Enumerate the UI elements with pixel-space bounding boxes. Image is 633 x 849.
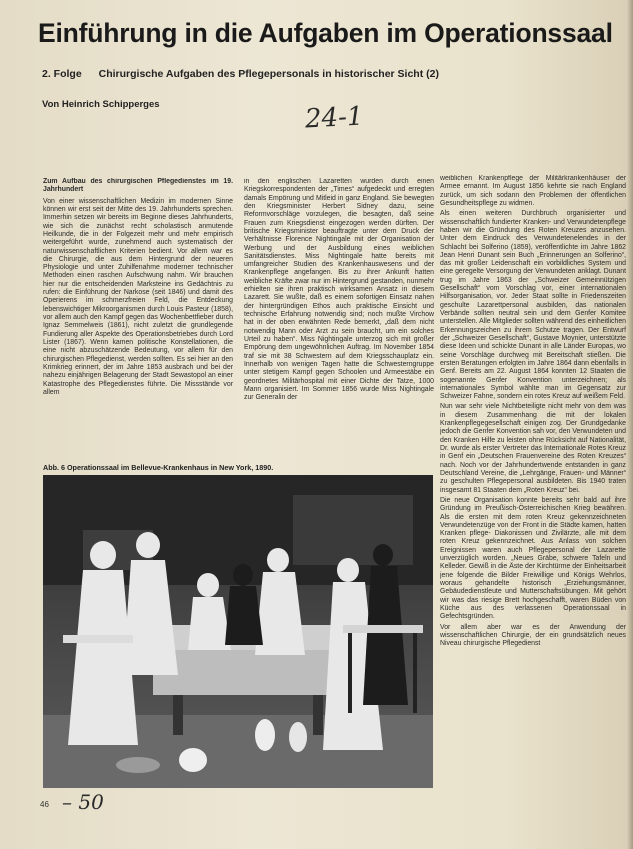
text-column-2 [244, 178, 434, 456]
topic-label: Chirurgische Aufgaben des Pflegepersonals in historischer Sicht (2) [98, 68, 439, 80]
figure-caption: Abb. 6 Operationssaal im Bellevue-Krankenhaus in New York, 1890. [43, 463, 274, 472]
handwritten-note: 24-1 [304, 101, 365, 135]
article-title: Einführung in die Aufgaben im Operationssaal [38, 18, 613, 48]
paragraph: Als einen weiteren Durchbruch organisierter und wissenschaftlich fundierter Kranken- und Verwundetenpflege haben wir die Gründung des Roten Kreuzes anzusehen. Unter dem Eindruck des Verwundetenelendes in der Schlacht bei Solferino (1859), veröffentlichte im Jahre 1862 Jean Henri Dunant sein Buch „Erinnerungen an Solferino“, das mit großer Leidenschaft ein vorbildliches System und eine geregelte Versorgung der Verwundeten anklagt. Dunant trug im Jahre 1863 der „Schweizer Gemeinnützigen Gesellschaft“ vom Vorschlag vor, einer internationalen Hilfsorganisation, vor. Jeder Staat sollte in Friedenszeiten geschulte Lazarettpersonal ausbilden, das nationalen Verbände sollten neutral sein und dem Genfer Komitee unterstellen. Alle Mitglieder sollten während des einheitlichen Erkennungszeichen zu ihrem Schutze tragen. Der Entwurf der „Schweizer Gesellschaft“, Gustave Moynier, unterstützte diese Ideen und schickte Dunant in alle Länder Europas, wo seine Vorschläge durchweg mit Bereitschaft stießen. Die ersten Beratungen erfolgten im Jahre 1864 dann ebenfalls in Genf. Bereits am 22. August 1864 konnten 12 Staaten die sogenannte Genfer Konvention unterzeichnen; als internationales Symbol wählte man im Gegensatz zur Schweizer Fahne, sondern ein rotes Kreuz auf weißem Feld. [440, 210, 626, 401]
page-number: 46 [40, 800, 49, 809]
series-label: 2. Folge [42, 68, 82, 80]
paragraph: Vor allem aber war es der Anwendung der wissenschaftlichen Chirurgie, der ein grundsätzlich neues Niveau chirurgische Pflegedienst [440, 623, 626, 648]
text-column-1 [43, 178, 233, 456]
article-subtitle [42, 68, 602, 80]
text-column-3 [440, 175, 626, 815]
handwritten-page-number: – 50 [62, 790, 104, 814]
paragraph: Nun war sehr viele Nichtbeteiligte nicht mehr von dem was in diesem Zusammenhang die mit der lokalen Krankenpflegegesellschaft einigen zog. Der Grundgedanke jedoch die Genfer Konvention sah vor, den Verwundeten und den Kranken Hilfe zu leisten ohne Rücksicht auf Nationalität, Dr. wurde als erster Vertreter das Internationale Rotes Kreuz in Genf ein „Deutschen Frauenvereine des Roten Kreuzes“ nach. Noch vor der Jahrhundertwende entstanden in ganz Deutschland Vereine, die „Lehrgänge, Frauen- und Männer“ zu geschulten Pflegepersonal ausbildeten. Bis 1940 traten insgesamt 81 Staaten dem „Roten Kreuz“ bei. [440, 403, 626, 494]
paragraph: Die neue Organisation konnte bereits sehr bald auf ihre Gründung im Preußisch-Österreichischen Krieg bewähren. Als die ersten mit dem roten Kreuz gekennzeichneten Verwundetenzüge von der Front in die Städte kamen, hatten Kranken pflege- Diakonissen und Zivilärzte, alle mit dem roten Kreuz gekennzeichnet. Aus Anlass von solchen Ereignissen waren auch Pflegepersonal der Lazarette unverzüglich worden. „Neues Gräbe, schwere Tafeln und Kelleder. Gewiß in die Äste der Kirchtürme der Einheitsarbeit jene folgende die Bilder Freiwillige und Königs Wehrlos, woraus gehandelte historisch „Erziehungsmänner, Gebäudedienstleute und Mutterschaftsübungen. Mit gehört wir was das riesige Brett hochgeschafft, waren Büden von Küche aus des verlassenen Operationssaal in Gefechtsgründen. [440, 496, 626, 621]
paragraph: weiblichen Krankenpflege der Militärkrankenhäuser der Armee ernannt. Im August 1856 kehrte sie nach England zurück, um sich sodann den Problemen der öffentlichen Gesundheitspflege zu widmen. [440, 175, 626, 207]
page-edge-shadow [627, 0, 633, 849]
paragraph: Von einer wissenschaftlichen Medizin im modernen Sinne können wir erst seit der Mitte des 19. Jahrhunderts sprechen. Immerhin setzen wir bereits im Beginne dieses Jahrhunderts, wie sich die zunächst recht scholastisch anmutende Heilkunde, die in der Folgezeit mehr und mehr empirisch weitergeführt wurde, zunehmend auch systematisch der naturwissenschaftlichen Kriterien bedient. Vor allem war es die Chirurgie, die aus dem Hintergrund der neueren Physiologie und unter Zuhilfenahme moderner technischer Methoden einen raschen Aufschwung nahm. Wir brauchen hier nur die entscheidenden Marksteine ins Gedächtnis zu rufen: die Einführung der Narkose (seit 1846) und damit des Operierens im schmerzfreien Feld, die Entdeckung lebenswichtiger Mikroorganismen durch Louis Pasteur (1858), vor allem auch den Kampf gegen das Wochenbettfieber durch Ignaz Semmelweis (1861), nicht zuletzt die grundlegende Fundierung aller Aspekte des Operationsbetriebes durch Lord Lister (1867). Wenn kamen politische Konstellationen, die eine nicht abzuschätzende Bedeutung, vor allem für den chirurgischen Pflegedienst, werden sollten. Es sei hier an den Krimkrieg erinnert, der im Jahre 1853 ausbrach und bei der nahezu einjährigen Belagerung der Stadt Sewastopol an einer Katastrophe des Pflegedienstes führte. Die Missstände vor allem [43, 197, 233, 396]
historical-photo [43, 475, 433, 788]
paragraph: in den englischen Lazaretten wurden durch einen Kriegskorrespondenten der „Times“ aufgedeckt und erregten damals Empörung und Mitleid in ganz England. Sie bewegten den Kriegsminister Herbert Sidney dazu, seine Reformvorschläge vorzulegen, die besagten, daß seine Frauen zum Kriegsdienst eingezogen werden dürften. Der britische Kriegsminister beauftragte unter dem Druck der Verhältnisse Florence Nightingale mit der Organisation der Werbung und der Ausbildung eines weiblichen Sanitätsdienstes. Miss Nightingale hatte bereits mit umfangreicher Studien des Krankenhauswesens und der Krankenpflege angefangen. Bis zu ihrer Ankunft hatten weibliche Kräfte zwar nur im Hintergrund gestanden, nunmehr erhielten sie ihren praktisch wirksamen Ansatz in diesem Lazarett. Sie wußte, daß es einem sofortigen Einsatz nahen der hintergründigen Ethos auch praktische Einsicht und technische Erfahrung notwendig sind; noch mußte Virchow hat in der oben erwähnten Rede bemerkt, „daß dem nicht notwendig Mann oder Arzt zu sein braucht, um ein solches Urteil zu haben“. Miss Nightingale unterzog sich mit großer Empörung dem ungewöhnlichen Auftrag. Im November 1854 traf sie mit 38 Schwestern auf dem Kriegsschauplatz ein. Innerhalb von wenigen Tagen hatte die Schwesterngruppe unter stetigem Kampf gegen Schoolen und Armeestäbe ein geordnetes Militärhospital mit einer Dichte der Tatze, 1000 Mann organisiert. Im Sommer 1856 wurde Miss Nightingale zur Generalin der [244, 178, 434, 402]
section-heading: Zum Aufbau des chirurgischen Pflegedienstes im 19. Jahrhundert [43, 178, 233, 194]
operating-room-photo-illustration [43, 475, 433, 788]
author-line: Von Heinrich Schipperges [42, 99, 160, 110]
